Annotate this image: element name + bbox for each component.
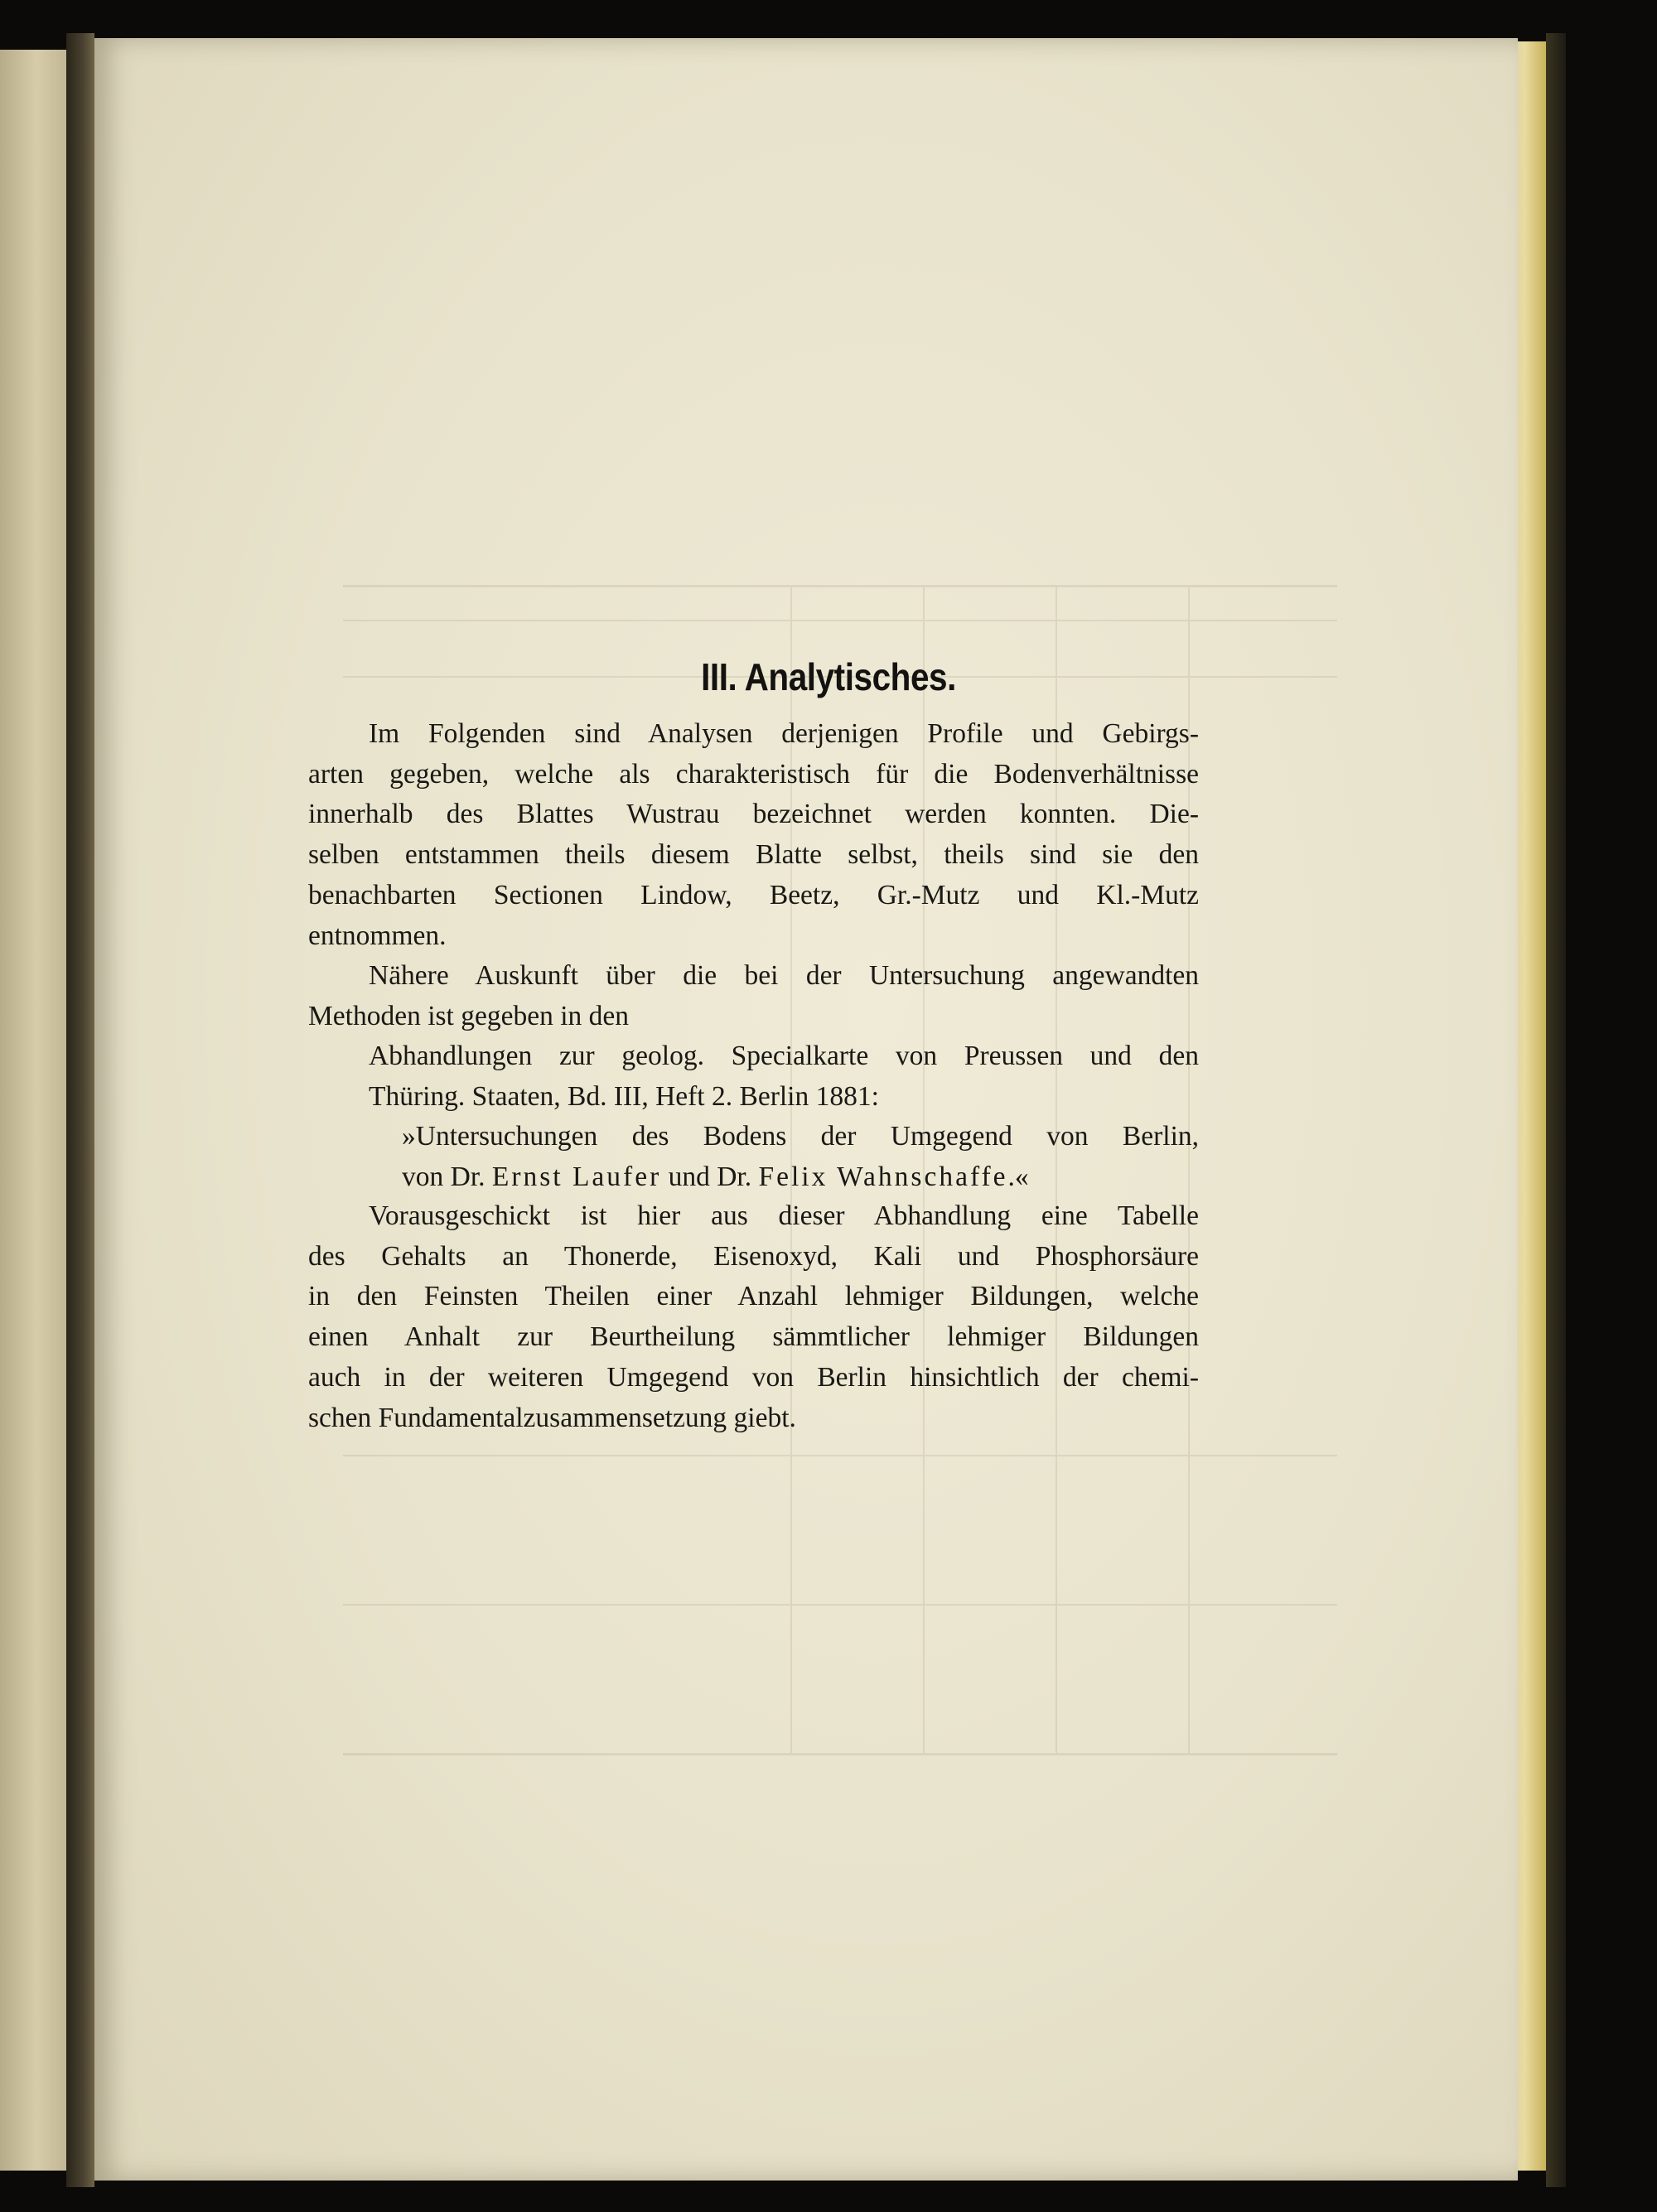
reference-untersuchungen bbox=[402, 1117, 1199, 1197]
text-line: »Untersuchungen des Bodens der Umgegend von Berlin, bbox=[402, 1121, 1199, 1152]
text-line: benachbarten Sectionen Lindow, Beetz, Gr.-Mutz und Kl.-Mutz bbox=[308, 879, 1199, 910]
text-line: auch in der weiteren Umgegend von Berlin hinsichtlich der chemi- bbox=[308, 1361, 1199, 1393]
text-line: Nähere Auskunft über die bei der Untersuchung angewandten bbox=[369, 960, 1199, 991]
text-line: einen Anhalt zur Beurtheilung sämmtlicher lehmiger Bildungen bbox=[308, 1321, 1199, 1353]
text-line bbox=[402, 1157, 1199, 1198]
paragraph-table-intro bbox=[308, 1196, 1199, 1438]
left-page-edge bbox=[0, 50, 66, 2171]
text-line: entnommen. bbox=[308, 920, 447, 951]
book-cover-edge bbox=[1546, 33, 1566, 2187]
text-line: des Gehalts an Thonerde, Eisenoxyd, Kali und Phosphorsäure bbox=[308, 1240, 1199, 1272]
paragraph-intro bbox=[308, 714, 1199, 956]
reference-abhandlungen bbox=[369, 1036, 1199, 1117]
paragraph-methods bbox=[308, 956, 1199, 1036]
text-line: selben entstammen theils diesem Blatte selbst, theils sind sie den bbox=[308, 839, 1199, 871]
text-line: arten gegeben, welche als charakteristisch für die Bodenverhältnisse bbox=[308, 758, 1199, 790]
text-line: Abhandlungen zur geolog. Specialkarte von Preussen und den bbox=[369, 1041, 1199, 1071]
text-line: Thüring. Staaten, Bd. III, Heft 2. Berlin 1881: bbox=[369, 1080, 879, 1112]
text-fragment: .« bbox=[1007, 1161, 1029, 1192]
text-line: schen Fundamentalzusammensetzung giebt. bbox=[308, 1402, 796, 1433]
author-name: Felix Wahnschaffe bbox=[758, 1161, 1008, 1192]
text-line: Methoden ist gegeben in den bbox=[308, 1000, 630, 1031]
page-edge-stack bbox=[1513, 41, 1546, 2171]
text-fragment: und Dr. bbox=[661, 1161, 759, 1192]
text-line: in den Feinsten Theilen einer Anzahl lehmiger Bildungen, welche bbox=[308, 1281, 1199, 1312]
text-line: Vorausgeschickt ist hier aus dieser Abhandlung eine Tabelle bbox=[369, 1200, 1199, 1231]
text-line: innerhalb des Blattes Wustrau bezeichnet werden konnten. Die- bbox=[308, 799, 1199, 830]
book-gutter bbox=[66, 33, 94, 2187]
text-line: Im Folgenden sind Analysen derjenigen Profile und Gebirgs- bbox=[369, 718, 1199, 749]
text-fragment: von Dr. bbox=[402, 1161, 492, 1192]
author-name: Ernst Laufer bbox=[491, 1161, 662, 1192]
section-heading: III. Analytisches. bbox=[701, 655, 956, 698]
